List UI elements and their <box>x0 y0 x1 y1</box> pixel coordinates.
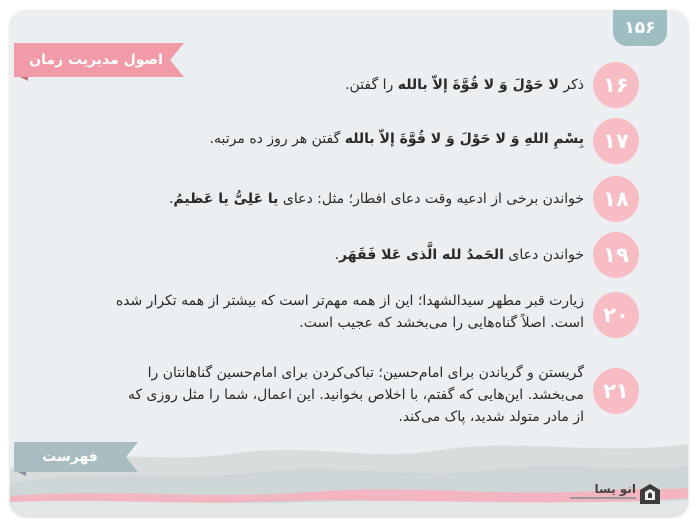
item-number-badge: ۱۸ <box>593 176 639 222</box>
item-text: گریستن و گریاندن برای امام‌حسین؛ تباکی‌کردن برای امام‌حسین گناهانتان را می‌بخشد. این‌هایی که گفتم، با اخلاص بخوانید. این اعمال، شما را مثل روزی که از مادر متولد شدید، پاک می‌کند. <box>127 365 584 425</box>
item-text: زیارت قبر مطهر سیدالشهدا؛ این از همه مهم‌تر است که بیشتر از همه تکرار شده است. اصلاً گناه‌هایی را می‌بخشد که عجیب است. <box>115 293 584 331</box>
section-title: اصول مدیریت زمان <box>29 52 163 68</box>
item-number-badge: ۲۱ <box>593 368 639 414</box>
logo-mark-icon <box>640 484 660 504</box>
item-text: بِسْمِ اللهِ وَ لا حَوْلَ وَ لا قُوَّةَ إلاّ بالله گفتن هر روز ده مرتبه. <box>209 131 584 147</box>
item-number-badge: ۱۶ <box>593 62 639 108</box>
item-number-badge: ۲۰ <box>593 292 639 338</box>
logo-text: انو یسا <box>594 482 636 496</box>
item-text: ذکر لا حَوْلَ وَ لا قُوَّةَ إلاّ بالله را گفتن. <box>345 77 584 93</box>
logo-underline <box>570 497 636 499</box>
item-text: خواندن برخی از ادعیه وقت دعای افطار؛ مثل: دعای یا عَلِیُّ یا عَظیمُ. <box>168 191 584 207</box>
index-button[interactable] <box>14 442 138 476</box>
item-number-badge: ۱۹ <box>593 232 639 278</box>
item-text: خواندن دعای الحَمدُ لله الَّذی عَلا فَقَهَر. <box>334 247 584 263</box>
content-card <box>10 10 688 516</box>
index-label: فهرست <box>42 449 98 465</box>
page-number: ۱۵۶ <box>624 18 656 38</box>
page-number-tab <box>613 10 667 46</box>
publisher-logo <box>570 482 670 506</box>
item-number-badge: ۱۷ <box>593 118 639 164</box>
